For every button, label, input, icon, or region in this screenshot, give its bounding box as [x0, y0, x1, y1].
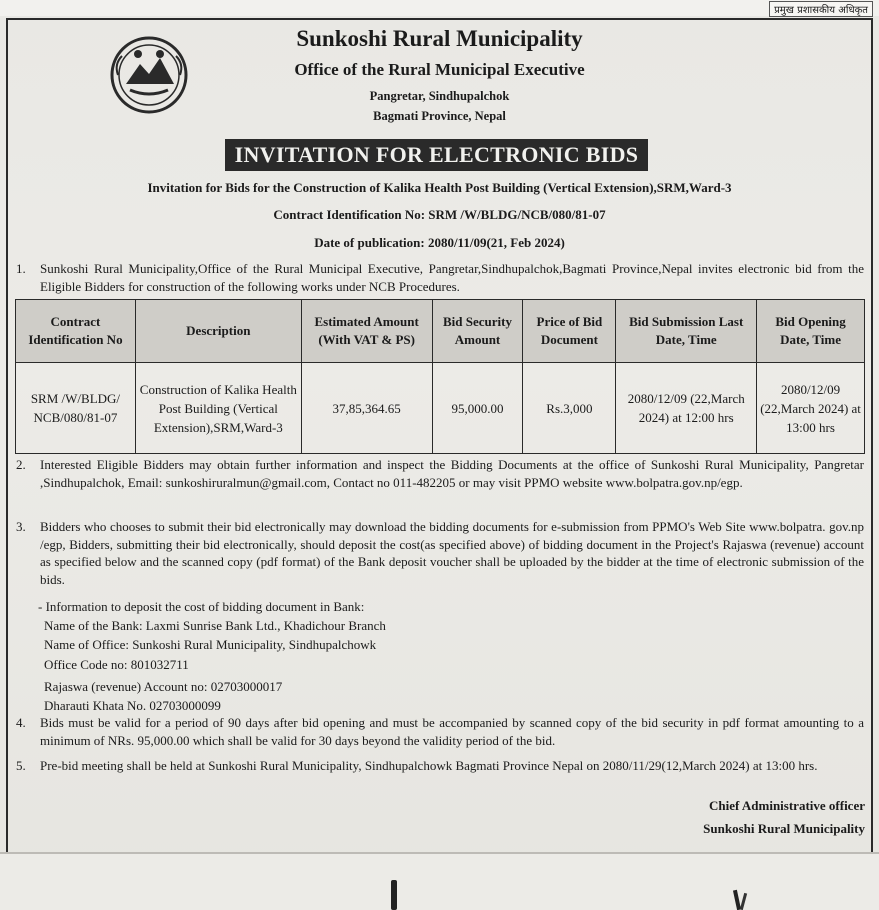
- column-header: Estimated Amount (With VAT & PS): [301, 300, 432, 363]
- paragraph-4: [16, 714, 864, 749]
- office-name-line: Name of Office: Sunkoshi Rural Municipality, Sindhupalchowk: [44, 637, 377, 652]
- paragraph-3: [16, 518, 864, 588]
- column-header: Bid Submission Last Date, Time: [616, 300, 757, 363]
- bid-security-cell: 95,000.00: [432, 363, 523, 454]
- paragraph-text: Bids must be valid for a period of 90 days after bid opening and must be accompanied by scanned copy of the bid security in pdf format amounting to a minimum of NRs. 95,000.00 which shall be valid for 30 days beyond the validity period of the bid.: [40, 715, 864, 748]
- opening-date-cell: 2080/12/09 (22,March 2024) at 13:00 hrs: [757, 363, 865, 454]
- paragraph-text: Bidders who chooses to submit their bid electronically may download the bidding documents for e-submission from PPMO's Web Site www.bolpatra. gov.np /egp, Bidders, submitting their bid electronically, should deposit the cost(as specified above) of bidding document in the Project's Rajaswa (revenue) account as specified below and the scanned copy (pdf format) of the Bank deposit voucher shall be uploaded by the bidder at the time of electronic submission of the bids.: [40, 519, 864, 587]
- address-line-1: Pangretar, Sindhupalchok: [369, 89, 510, 103]
- paragraph-2: [16, 456, 864, 491]
- column-header: Contract Identification No: [16, 300, 136, 363]
- page-bottom-margin: [0, 852, 879, 910]
- office-name: Office of the Rural Municipal Executive: [294, 60, 585, 79]
- paragraph-text: Pre-bid meeting shall be held at Sunkoshi Rural Municipality, Sindhupalchowk Bagmati Province Nepal on 2080/11/29(12,March 2024) at 13:00 hrs.: [40, 758, 818, 773]
- paragraph-text: Sunkoshi Rural Municipality,Office of the Rural Municipal Executive, Pangretar,Sindhupalchok,Bagmati Province,Nepal invites electronic bid from the Eligible Bidders for construction of the following works under NCB Procedures.: [40, 261, 864, 294]
- column-header: Bid Opening Date, Time: [757, 300, 865, 363]
- paragraph-number: 5.: [16, 758, 26, 773]
- paragraph-text: Interested Eligible Bidders may obtain further information and inspect the Bidding Documents at the office of Sunkoshi Rural Municipality, Pangretar ,Sindhupalchok, Email: sunkoshiruralmun@gmail.com, Contact no 011-482205 or may visit PPMO website www.bolpatra.gov.np/egp.: [40, 457, 864, 490]
- revenue-account: Rajaswa (revenue) Account no: 02703000017: [44, 679, 283, 694]
- paragraph-number: 4.: [16, 715, 26, 730]
- column-header: Description: [135, 300, 301, 363]
- paragraph-1: [16, 260, 864, 295]
- description-cell: Construction of Kalika Health Post Building (Vertical Extension),SRM,Ward-3: [135, 363, 301, 454]
- signatory-organization: Sunkoshi Rural Municipality: [703, 821, 865, 836]
- bank-info-heading: - Information to deposit the cost of bidding document in Bank:: [38, 599, 365, 614]
- notice-banner-title: INVITATION FOR ELECTRONIC BIDS: [225, 139, 648, 171]
- address-line-2: Bagmati Province, Nepal: [373, 109, 506, 123]
- paragraph-5: [16, 757, 864, 775]
- municipality-name: Sunkoshi Rural Municipality: [296, 26, 583, 51]
- contract-id-cell: SRM /W/BLDG/ NCB/080/81-07: [16, 363, 136, 454]
- column-header: Price of Bid Document: [523, 300, 616, 363]
- deposit-khata: Dharauti Khata No. 02703000099: [44, 698, 221, 713]
- bid-details-table: [15, 299, 865, 454]
- office-code: Office Code no: 801032711: [44, 657, 189, 672]
- paragraph-number: 3.: [16, 519, 26, 534]
- table-row: [16, 363, 865, 454]
- table-header-row: [16, 300, 865, 363]
- paragraph-number: 2.: [16, 457, 26, 472]
- paragraph-number: 1.: [16, 261, 26, 276]
- invitation-line: Invitation for Bids for the Construction of Kalika Health Post Building (Vertical Extension),SRM,Ward-3: [147, 180, 732, 195]
- publication-date-line: Date of publication: 2080/11/09(21, Feb 2024): [314, 235, 565, 250]
- bank-name: Name of the Bank: Laxmi Sunrise Bank Ltd., Khadichour Branch: [44, 618, 386, 633]
- top-strip: [0, 0, 879, 16]
- signatory-title: Chief Administrative officer: [709, 798, 865, 813]
- column-header: Bid Security Amount: [432, 300, 523, 363]
- page-fold-line: [0, 852, 879, 854]
- ink-mark: [391, 880, 397, 910]
- bid-document-price-cell: Rs.3,000: [523, 363, 616, 454]
- corner-stamp-text: प्रमुख प्रशासकीय अधिकृत: [769, 1, 873, 17]
- estimated-amount-cell: 37,85,364.65: [301, 363, 432, 454]
- submission-deadline-cell: 2080/12/09 (22,March 2024) at 12:00 hrs: [616, 363, 757, 454]
- contract-id-line: Contract Identification No: SRM /W/BLDG/NCB/080/81-07: [273, 207, 606, 222]
